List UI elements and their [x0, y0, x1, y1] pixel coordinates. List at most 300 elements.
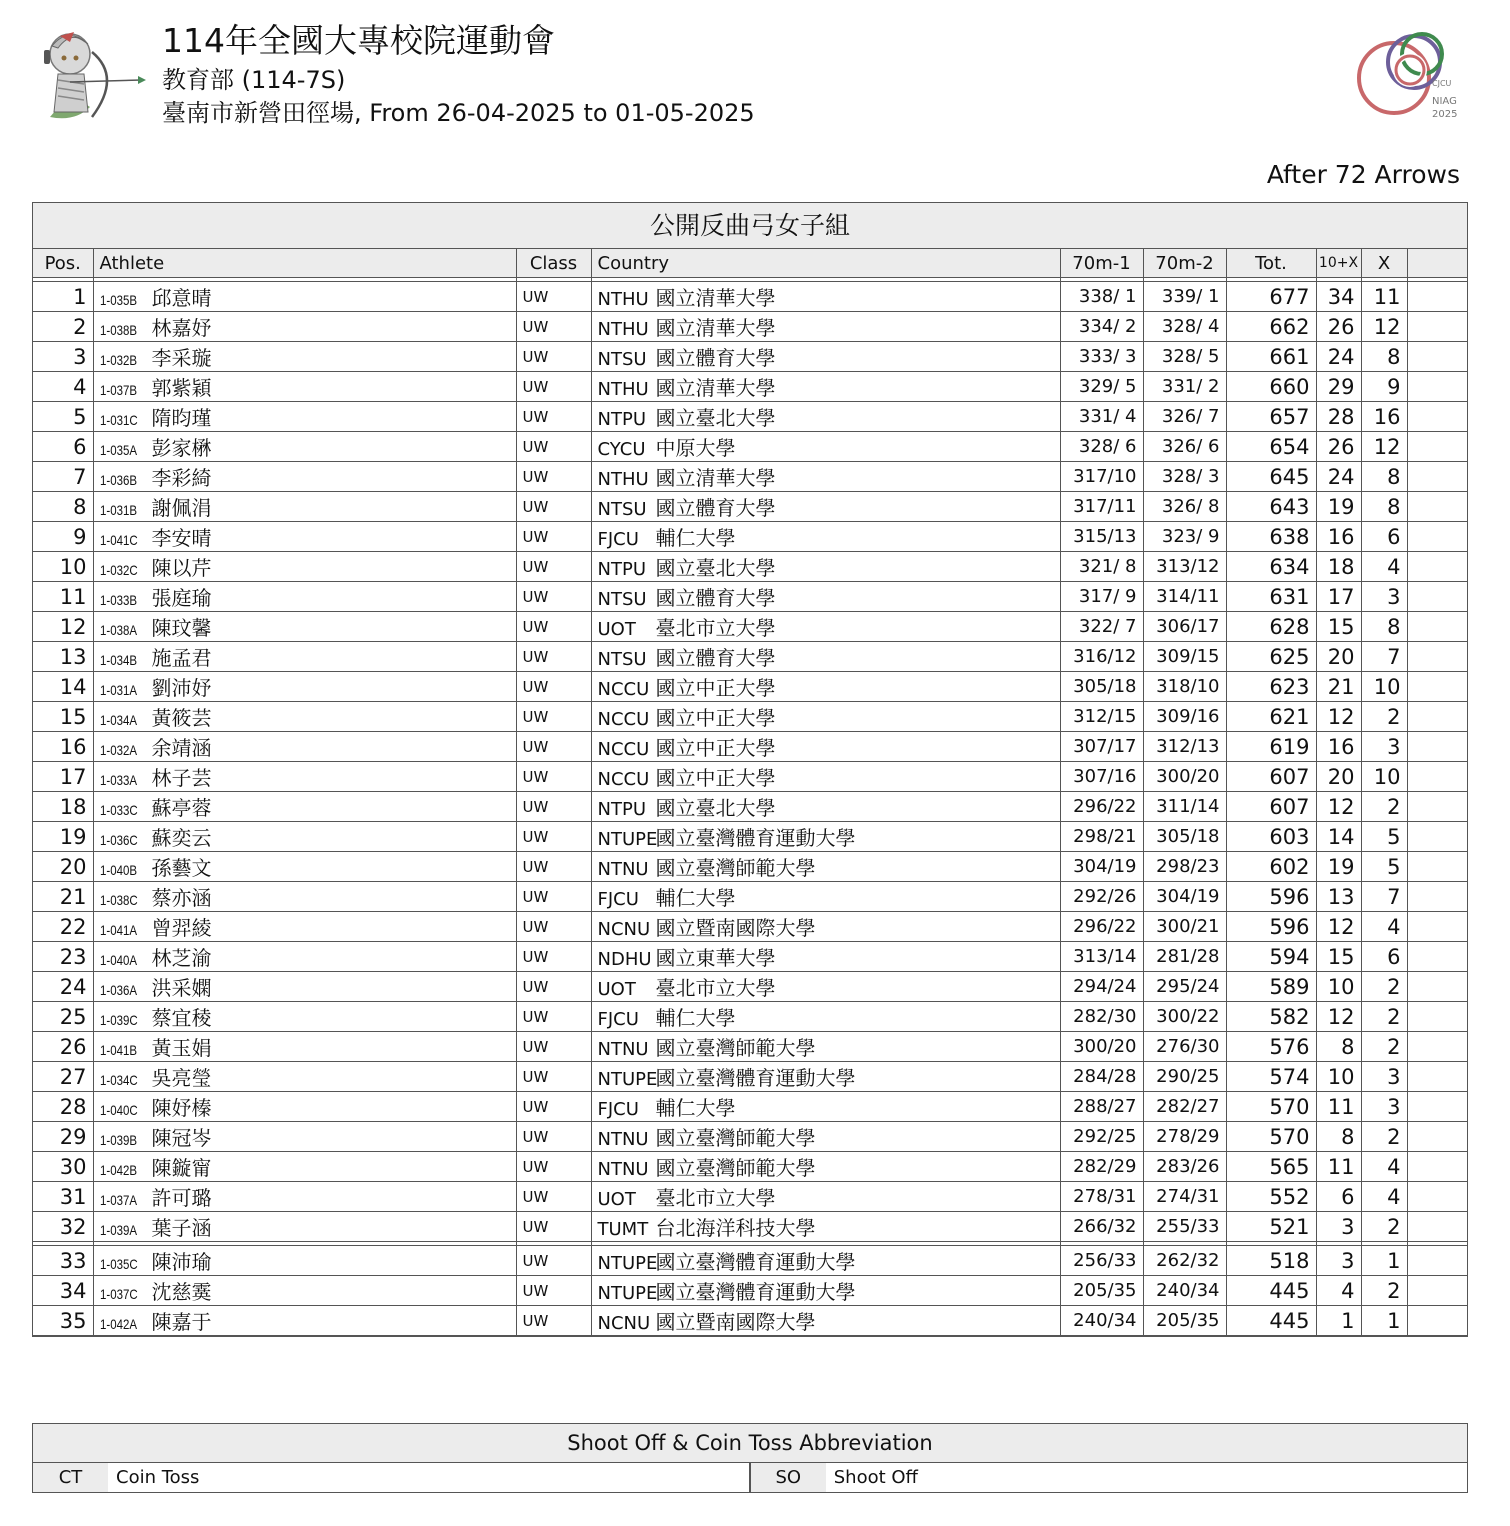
tenx-count: 18: [1316, 552, 1361, 582]
table-row: [33, 312, 1467, 342]
total-score: 625: [1226, 642, 1316, 672]
rank-cell: 11: [33, 582, 93, 612]
country-abbr: NDHU: [597, 949, 652, 970]
legend-key-so: SO: [751, 1463, 826, 1492]
extra-cell: [1407, 1306, 1467, 1336]
logo-cjcu: CJCU: [1432, 79, 1452, 88]
logo-year: 2025: [1432, 109, 1458, 120]
athlete-name: 陳沛瑜: [151, 1250, 212, 1274]
distance2-score: 300/20: [1143, 762, 1226, 792]
event-title: 114年全國大專校院運動會: [162, 21, 555, 60]
event-organizer: 教育部 (114-7S): [162, 66, 346, 94]
extra-cell: [1407, 1152, 1467, 1182]
class-cell: UW: [516, 1092, 591, 1122]
class-cell: UW: [516, 942, 591, 972]
athlete-code: 1-035B: [99, 292, 137, 308]
distance2-score: 300/21: [1143, 912, 1226, 942]
distance1-score: 333/ 3: [1060, 342, 1143, 372]
total-score: 576: [1226, 1032, 1316, 1062]
x-count: 3: [1361, 732, 1407, 762]
table-row: [33, 792, 1467, 822]
col-pos-header: Pos.: [33, 249, 93, 278]
country-cell: [591, 942, 1060, 972]
athlete-cell: [93, 642, 516, 672]
x-count: 2: [1361, 972, 1407, 1002]
x-count: 4: [1361, 552, 1407, 582]
x-count: 1: [1361, 1306, 1407, 1336]
x-count: 8: [1361, 342, 1407, 372]
tenx-count: 10: [1316, 972, 1361, 1002]
class-cell: UW: [516, 1182, 591, 1212]
country-name: 輔仁大學: [655, 526, 736, 550]
class-cell: UW: [516, 1246, 591, 1276]
class-cell: UW: [516, 282, 591, 312]
country-abbr: NTSU: [597, 589, 647, 610]
table-row: [33, 642, 1467, 672]
table-row: [33, 1122, 1467, 1152]
country-name: 國立體育大學: [655, 496, 776, 520]
athlete-code: 1-035A: [99, 442, 137, 458]
country-cell: [591, 1306, 1060, 1336]
distance1-score: 300/20: [1060, 1032, 1143, 1062]
country-name: 國立體育大學: [655, 586, 776, 610]
country-cell: [591, 1002, 1060, 1032]
distance2-score: 283/26: [1143, 1152, 1226, 1182]
country-cell: [591, 1182, 1060, 1212]
distance1-score: 284/28: [1060, 1062, 1143, 1092]
athlete-code: 1-039A: [99, 1222, 137, 1238]
tenx-count: 26: [1316, 432, 1361, 462]
country-abbr: NTSU: [597, 499, 647, 520]
rank-cell: 4: [33, 372, 93, 402]
class-cell: UW: [516, 1152, 591, 1182]
athlete-code: 1-042A: [99, 1316, 137, 1332]
athlete-name: 隋昀瑾: [151, 406, 212, 430]
x-count: 1: [1361, 1246, 1407, 1276]
country-abbr: NCCU: [597, 769, 650, 790]
x-count: 10: [1361, 762, 1407, 792]
country-name: 國立體育大學: [655, 646, 776, 670]
rank-cell: 24: [33, 972, 93, 1002]
country-name: 國立臺灣體育運動大學: [655, 1280, 856, 1304]
total-score: 660: [1226, 372, 1316, 402]
country-abbr: FJCU: [597, 1009, 639, 1030]
rank-cell: 23: [33, 942, 93, 972]
country-name: 國立臺灣體育運動大學: [655, 826, 856, 850]
athlete-code: 1-038B: [99, 322, 137, 338]
distance2-score: 326/ 6: [1143, 432, 1226, 462]
distance2-score: 255/33: [1143, 1212, 1226, 1242]
athlete-name: 施孟君: [151, 646, 212, 670]
athlete-code: 1-037A: [99, 1192, 137, 1208]
athlete-name: 黃筱芸: [151, 706, 212, 730]
table-row: [33, 612, 1467, 642]
country-abbr: UOT: [597, 619, 636, 640]
athlete-cell: [93, 1246, 516, 1276]
legend-value-so: Shoot Off: [833, 1467, 918, 1488]
country-abbr: FJCU: [597, 529, 639, 550]
country-name: 國立暨南國際大學: [655, 916, 816, 940]
athlete-cell: [93, 1212, 516, 1242]
total-score: 589: [1226, 972, 1316, 1002]
table-header-row: [33, 249, 1467, 278]
distance2-score: 276/30: [1143, 1032, 1226, 1062]
table-row: [33, 1182, 1467, 1212]
total-score: 603: [1226, 822, 1316, 852]
athlete-name: 余靖涵: [151, 736, 212, 760]
x-count: 7: [1361, 882, 1407, 912]
table-row: [33, 522, 1467, 552]
x-count: 8: [1361, 462, 1407, 492]
table-row: [33, 822, 1467, 852]
class-cell: UW: [516, 1122, 591, 1152]
rank-cell: 18: [33, 792, 93, 822]
col-dist1-header: 70m-1: [1060, 249, 1143, 278]
athlete-cell: [93, 702, 516, 732]
class-cell: UW: [516, 732, 591, 762]
distance2-score: 318/10: [1143, 672, 1226, 702]
country-abbr: NTSU: [597, 349, 647, 370]
country-name: 台北海洋科技大學: [655, 1216, 816, 1240]
total-score: 645: [1226, 462, 1316, 492]
total-score: 661: [1226, 342, 1316, 372]
tenx-count: 12: [1316, 912, 1361, 942]
rank-cell: 1: [33, 282, 93, 312]
distance1-score: 294/24: [1060, 972, 1143, 1002]
country-abbr: NTUPE: [597, 1069, 658, 1090]
results-table: [33, 249, 1467, 1336]
athlete-cell: [93, 612, 516, 642]
table-row: [33, 552, 1467, 582]
athlete-code: 1-036C: [99, 832, 138, 848]
athlete-cell: [93, 732, 516, 762]
country-cell: [591, 1212, 1060, 1242]
rank-cell: 2: [33, 312, 93, 342]
col-class-header: Class: [516, 249, 591, 278]
extra-cell: [1407, 402, 1467, 432]
logo-niag: NIAG: [1432, 96, 1457, 107]
col-dist2-header: 70m-2: [1143, 249, 1226, 278]
country-cell: [591, 492, 1060, 522]
extra-cell: [1407, 882, 1467, 912]
distance1-score: 329/ 5: [1060, 372, 1143, 402]
rank-cell: 16: [33, 732, 93, 762]
table-row: [33, 702, 1467, 732]
distance2-score: 305/18: [1143, 822, 1226, 852]
total-score: 662: [1226, 312, 1316, 342]
country-cell: [591, 522, 1060, 552]
country-cell: [591, 1032, 1060, 1062]
distance1-score: 298/21: [1060, 822, 1143, 852]
country-cell: [591, 642, 1060, 672]
tenx-count: 29: [1316, 372, 1361, 402]
table-row: [33, 492, 1467, 522]
total-score: 602: [1226, 852, 1316, 882]
distance2-score: 309/15: [1143, 642, 1226, 672]
distance1-score: 296/22: [1060, 792, 1143, 822]
country-abbr: NTNU: [597, 1159, 649, 1180]
rank-cell: 12: [33, 612, 93, 642]
athlete-name: 陳鏇甯: [151, 1156, 212, 1180]
distance1-score: 292/26: [1060, 882, 1143, 912]
tenx-count: 16: [1316, 732, 1361, 762]
class-cell: UW: [516, 342, 591, 372]
total-score: 607: [1226, 792, 1316, 822]
athlete-code: 1-033B: [99, 592, 137, 608]
extra-cell: [1407, 492, 1467, 522]
class-cell: UW: [516, 822, 591, 852]
country-cell: [591, 672, 1060, 702]
class-cell: UW: [516, 852, 591, 882]
country-name: 國立臺灣師範大學: [655, 1126, 816, 1150]
extra-cell: [1407, 432, 1467, 462]
total-score: 570: [1226, 1092, 1316, 1122]
athlete-code: 1-034A: [99, 712, 137, 728]
tenx-count: 8: [1316, 1032, 1361, 1062]
extra-cell: [1407, 612, 1467, 642]
athlete-cell: [93, 792, 516, 822]
country-abbr: NTNU: [597, 1129, 649, 1150]
athlete-cell: [93, 552, 516, 582]
x-count: 3: [1361, 1092, 1407, 1122]
col-total-header: Tot.: [1226, 249, 1316, 278]
x-count: 16: [1361, 402, 1407, 432]
extra-cell: [1407, 1092, 1467, 1122]
athlete-code: 1-035C: [99, 1256, 138, 1272]
tenx-count: 28: [1316, 402, 1361, 432]
distance1-score: 307/16: [1060, 762, 1143, 792]
legend-key-ct: CT: [33, 1463, 108, 1492]
country-name: 國立中正大學: [655, 676, 776, 700]
extra-cell: [1407, 312, 1467, 342]
athlete-name: 許可璐: [151, 1186, 212, 1210]
country-cell: [591, 1122, 1060, 1152]
tenx-count: 34: [1316, 282, 1361, 312]
distance1-score: 317/11: [1060, 492, 1143, 522]
athlete-code: 1-036A: [99, 982, 137, 998]
total-score: 594: [1226, 942, 1316, 972]
distance2-score: 331/ 2: [1143, 372, 1226, 402]
tenx-count: 19: [1316, 852, 1361, 882]
extra-cell: [1407, 822, 1467, 852]
class-cell: UW: [516, 642, 591, 672]
total-score: 623: [1226, 672, 1316, 702]
rank-cell: 30: [33, 1152, 93, 1182]
athlete-cell: [93, 582, 516, 612]
athlete-name: 劉沛妤: [151, 676, 212, 700]
x-count: 5: [1361, 852, 1407, 882]
tenx-count: 10: [1316, 1062, 1361, 1092]
country-cell: [591, 792, 1060, 822]
country-abbr: NCCU: [597, 709, 650, 730]
x-count: 12: [1361, 312, 1407, 342]
table-row: [33, 1246, 1467, 1276]
distance2-score: 281/28: [1143, 942, 1226, 972]
tenx-count: 19: [1316, 492, 1361, 522]
distance1-score: 240/34: [1060, 1306, 1143, 1336]
country-abbr: TUMT: [597, 1219, 649, 1240]
table-row: [33, 852, 1467, 882]
rank-cell: 6: [33, 432, 93, 462]
country-abbr: NTHU: [597, 319, 649, 340]
extra-cell: [1407, 762, 1467, 792]
class-cell: UW: [516, 582, 591, 612]
athlete-code: 1-041B: [99, 1042, 137, 1058]
tenx-count: 12: [1316, 1002, 1361, 1032]
country-name: 國立清華大學: [655, 466, 776, 490]
total-score: 607: [1226, 762, 1316, 792]
col-country-header: Country: [591, 249, 1060, 278]
country-abbr: CYCU: [597, 439, 646, 460]
tenx-count: 6: [1316, 1182, 1361, 1212]
x-count: 8: [1361, 492, 1407, 522]
extra-cell: [1407, 1276, 1467, 1306]
country-cell: [591, 312, 1060, 342]
archer-mascot-icon: [30, 22, 150, 132]
country-name: 國立體育大學: [655, 346, 776, 370]
class-cell: UW: [516, 402, 591, 432]
distance2-score: 300/22: [1143, 1002, 1226, 1032]
table-row: [33, 1212, 1467, 1242]
tenx-count: 11: [1316, 1152, 1361, 1182]
event-venue-dates: 臺南市新營田徑場, From 26-04-2025 to 01-05-2025: [162, 99, 755, 127]
distance2-score: 328/ 4: [1143, 312, 1226, 342]
table-row: [33, 972, 1467, 1002]
legend-value-ct: Coin Toss: [116, 1467, 200, 1488]
class-cell: UW: [516, 462, 591, 492]
distance2-score: 282/27: [1143, 1092, 1226, 1122]
distance2-score: 240/34: [1143, 1276, 1226, 1306]
class-cell: UW: [516, 1306, 591, 1336]
class-cell: UW: [516, 1276, 591, 1306]
distance2-score: 278/29: [1143, 1122, 1226, 1152]
athlete-cell: [93, 1002, 516, 1032]
extra-cell: [1407, 552, 1467, 582]
x-count: 12: [1361, 432, 1407, 462]
athlete-name: 林芝渝: [151, 946, 212, 970]
athlete-cell: [93, 1182, 516, 1212]
athlete-code: 1-033C: [99, 802, 138, 818]
athlete-name: 葉子涵: [151, 1216, 212, 1240]
athlete-cell: [93, 1062, 516, 1092]
athlete-name: 洪采嫻: [151, 976, 212, 1000]
athlete-cell: [93, 972, 516, 1002]
country-cell: [591, 552, 1060, 582]
country-cell: [591, 1246, 1060, 1276]
rank-cell: 5: [33, 402, 93, 432]
total-score: 552: [1226, 1182, 1316, 1212]
country-name: 國立臺灣師範大學: [655, 1036, 816, 1060]
country-cell: [591, 462, 1060, 492]
athlete-code: 1-031C: [99, 412, 138, 428]
athlete-name: 蔡宜稜: [151, 1006, 212, 1030]
x-count: 2: [1361, 792, 1407, 822]
total-score: 521: [1226, 1212, 1316, 1242]
x-count: 5: [1361, 822, 1407, 852]
country-cell: [591, 912, 1060, 942]
extra-cell: [1407, 1212, 1467, 1242]
distance1-score: 334/ 2: [1060, 312, 1143, 342]
country-abbr: NTHU: [597, 469, 649, 490]
country-name: 國立臺灣體育運動大學: [655, 1250, 856, 1274]
extra-cell: [1407, 732, 1467, 762]
class-cell: UW: [516, 1212, 591, 1242]
x-count: 2: [1361, 702, 1407, 732]
athlete-cell: [93, 1276, 516, 1306]
x-count: 2: [1361, 1122, 1407, 1152]
country-abbr: NCCU: [597, 739, 650, 760]
country-abbr: NTSU: [597, 649, 647, 670]
distance2-score: 290/25: [1143, 1062, 1226, 1092]
x-count: 3: [1361, 1062, 1407, 1092]
phase-label: After 72 Arrows: [1266, 160, 1460, 189]
athlete-cell: [93, 912, 516, 942]
athlete-name: 黃玉娟: [151, 1036, 212, 1060]
table-row: [33, 372, 1467, 402]
total-score: 619: [1226, 732, 1316, 762]
tenx-count: 26: [1316, 312, 1361, 342]
rank-cell: 33: [33, 1246, 93, 1276]
class-cell: UW: [516, 612, 591, 642]
distance2-score: 274/31: [1143, 1182, 1226, 1212]
tenx-count: 21: [1316, 672, 1361, 702]
athlete-code: 1-032B: [99, 352, 137, 368]
athlete-code: 1-040A: [99, 952, 137, 968]
table-row: [33, 282, 1467, 312]
athlete-code: 1-041C: [99, 532, 138, 548]
event-title-block: [162, 18, 755, 130]
country-cell: [591, 1062, 1060, 1092]
rank-cell: 26: [33, 1032, 93, 1062]
class-cell: UW: [516, 1002, 591, 1032]
total-score: 621: [1226, 702, 1316, 732]
legend-title: Shoot Off & Coin Toss Abbreviation: [33, 1424, 1467, 1463]
country-abbr: FJCU: [597, 889, 639, 910]
country-abbr: UOT: [597, 1189, 636, 1210]
distance1-score: 312/15: [1060, 702, 1143, 732]
total-score: 518: [1226, 1246, 1316, 1276]
x-count: 9: [1361, 372, 1407, 402]
athlete-code: 1-038A: [99, 622, 137, 638]
x-count: 2: [1361, 1032, 1407, 1062]
table-row: [33, 1092, 1467, 1122]
table-row: [33, 912, 1467, 942]
extra-cell: [1407, 912, 1467, 942]
class-cell: UW: [516, 1062, 591, 1092]
distance1-score: 331/ 4: [1060, 402, 1143, 432]
x-count: 2: [1361, 1002, 1407, 1032]
distance1-score: 278/31: [1060, 1182, 1143, 1212]
rank-cell: 32: [33, 1212, 93, 1242]
country-cell: [591, 432, 1060, 462]
extra-cell: [1407, 852, 1467, 882]
country-name: 國立中正大學: [655, 706, 776, 730]
athlete-cell: [93, 942, 516, 972]
x-count: 6: [1361, 942, 1407, 972]
x-count: 4: [1361, 912, 1407, 942]
country-name: 國立臺北大學: [655, 556, 776, 580]
distance2-score: 311/14: [1143, 792, 1226, 822]
table-row: [33, 1306, 1467, 1336]
total-score: 582: [1226, 1002, 1316, 1032]
athlete-name: 陳妤榛: [151, 1096, 212, 1120]
athlete-cell: [93, 1152, 516, 1182]
country-name: 國立臺灣師範大學: [655, 1156, 816, 1180]
rank-cell: 15: [33, 702, 93, 732]
country-abbr: NTNU: [597, 1039, 649, 1060]
distance1-score: 296/22: [1060, 912, 1143, 942]
distance1-score: 305/18: [1060, 672, 1143, 702]
